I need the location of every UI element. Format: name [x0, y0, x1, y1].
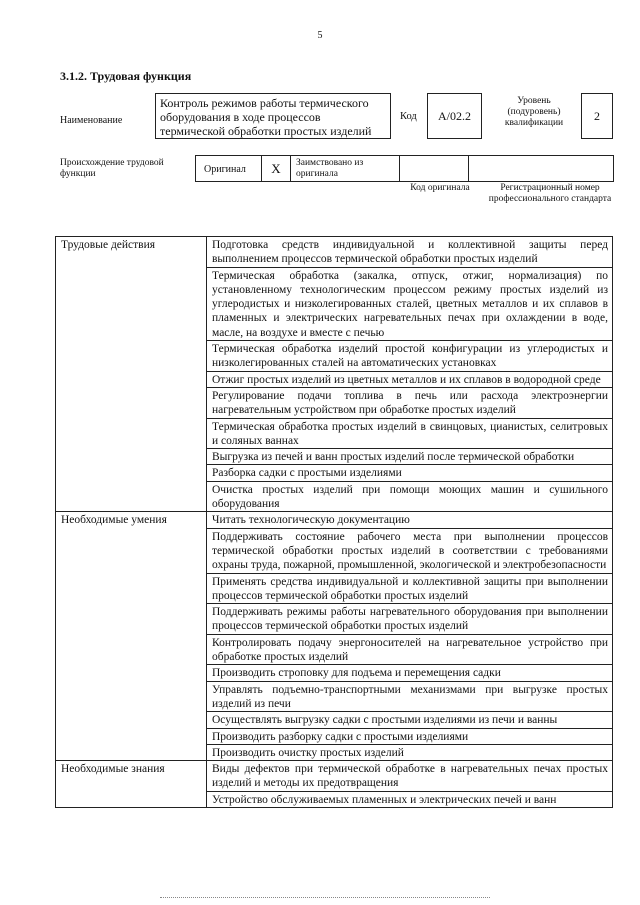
borrowed-label: Заимствовано из оригинала: [290, 155, 400, 182]
reg-number-caption: Регистрационный номер профессионального стандарта: [488, 183, 612, 204]
table-row: [56, 761, 613, 792]
section-title: 3.1.2. Трудовая функция: [60, 69, 192, 83]
item-cell: Подготовка средств индивидуальной и коллективной защиты перед выполнением процессов термической обработки простых изделий: [207, 237, 613, 268]
item-cell: Поддерживать состояние рабочего места при выполнении процессов термической обработки простых изделий в соответствии с требованиями охраны труда, пожарной, промышленной, экологической и электробезопасности: [207, 528, 613, 573]
divider: [160, 897, 490, 898]
origin-label: Происхождение трудовой функции: [60, 158, 164, 179]
item-cell: Отжиг простых изделий из цветных металлов и их сплавов в водородной среде: [207, 371, 613, 387]
category-cell: Трудовые действия: [56, 237, 207, 512]
item-cell: Управлять подъемно-транспортными механизмами при выгрузке простых изделий из печи: [207, 681, 613, 712]
function-table: [55, 236, 613, 808]
reg-number-cell: [468, 155, 614, 182]
item-cell: Контролировать подачу энергоносителей на нагревательное устройство при обработке простых изделий: [207, 634, 613, 665]
item-cell: Разборка садки с простыми изделиями: [207, 465, 613, 481]
code-original-caption: Код оригинала: [410, 183, 470, 193]
origin-table: [195, 155, 614, 182]
table-row: [56, 237, 613, 268]
item-cell: Устройство обслуживаемых пламенных и электрических печей и ванн: [207, 791, 613, 807]
code-label: Код: [400, 111, 417, 122]
item-cell: Производить очистку простых изделий: [207, 744, 613, 760]
code-original-cell: [399, 155, 469, 182]
item-cell: Термическая обработка простых изделий в свинцовых, цианистых, селитровых и соляных ваннах: [207, 418, 613, 449]
original-label: Оригинал: [195, 155, 262, 182]
code-value: А/02.2: [427, 93, 482, 139]
category-cell: Необходимые умения: [56, 512, 207, 761]
item-cell: Производить разборку садки с простыми изделиями: [207, 728, 613, 744]
item-cell: Регулирование подачи топлива в печь или расхода электроэнергии нагревательным устройством при обработке простых изделий: [207, 387, 613, 418]
original-mark: X: [261, 155, 291, 182]
name-label: Наименование: [60, 115, 123, 126]
name-value: Контроль режимов работы термического оборудования в ходе процессов термической обработки простых изделий: [155, 93, 391, 139]
level-value: 2: [581, 93, 613, 139]
item-cell: Применять средства индивидуальной и коллективной защиты при выполнении процессов термической обработки простых изделий: [207, 573, 613, 604]
item-cell: Выгрузка из печей и ванн простых изделий после термической обработки: [207, 449, 613, 465]
level-label: Уровень (подуровень) квалификации: [504, 96, 564, 128]
item-cell: Очистка простых изделий при помощи моющих машин и сушильного оборудования: [207, 481, 613, 512]
item-cell: Термическая обработка изделий простой конфигурации из углеродистых и низколегированных сталей на автоматических установках: [207, 341, 613, 372]
item-cell: Поддерживать режимы работы нагревательного оборудования при выполнении процессов термической обработки простых изделий: [207, 604, 613, 635]
item-cell: Виды дефектов при термической обработке в нагревательных печах простых изделий и методы их предотвращения: [207, 761, 613, 792]
item-cell: Осуществлять выгрузку садки с простыми изделиями из печи и ванны: [207, 712, 613, 728]
page-number: 5: [317, 30, 323, 41]
category-cell: Необходимые знания: [56, 761, 207, 808]
table-row: [56, 512, 613, 528]
item-cell: Термическая обработка (закалка, отпуск, отжиг, нормализация) по установленному технологическим процессом режиму простых изделий из углеродистых и низколегированных сталей, цветных металлов и их сплавов в пламенных и электрических нагревательных печах при охлаждении в воде, масле, на воздухе и вместе с печью: [207, 267, 613, 340]
item-cell: Читать технологическую документацию: [207, 512, 613, 528]
item-cell: Производить строповку для подъема и перемещения садки: [207, 665, 613, 681]
